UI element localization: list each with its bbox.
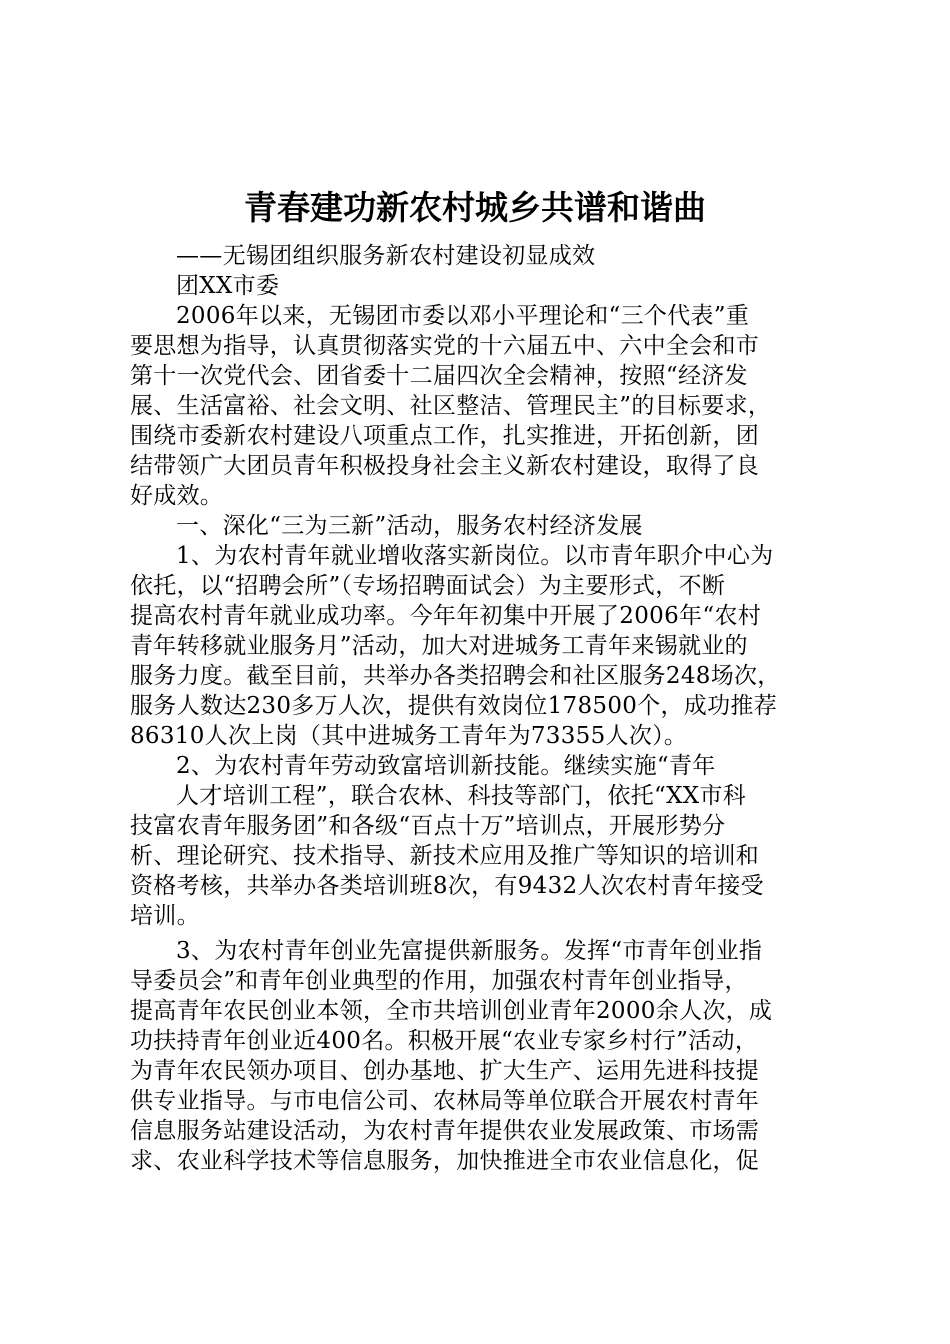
document-author: 团XX市委 <box>176 273 280 299</box>
paragraph-line: 资格考核，共举办各类培训班8次，有9432人次农村青年接受 <box>130 873 764 899</box>
paragraph-line: 1、为农村青年就业增收落实新岗位。以市青年职介中心为 <box>176 543 774 569</box>
paragraph-line: 3、为农村青年创业先富提供新服务。发挥“市青年创业指 <box>176 938 763 964</box>
document-subtitle: ——无锡团组织服务新农村建设初显成效 <box>176 243 596 269</box>
paragraph-line: 结带领广大团员青年积极投身社会主义新农村建设，取得了良 <box>130 453 760 479</box>
paragraph-line: 技富农青年服务团”和各级“百点十万”培训点，开展形势分 <box>130 813 726 839</box>
paragraph-line: 培训。 <box>130 903 200 929</box>
paragraph-line: 功扶持青年创业近400名。积极开展“农业专家乡村行”活动， <box>130 1028 759 1054</box>
document-title: 青春建功新农村城乡共谱和谐曲 <box>244 188 706 227</box>
paragraph-line: 提高农村青年就业成功率。今年年初集中开展了2006年“农村 <box>130 603 761 629</box>
paragraph-line: 展、生活富裕、社会文明、社区整洁、管理民主”的目标要求， <box>130 393 772 419</box>
paragraph-line: 为青年农民领办项目、创办基地、扩大生产、运用先进科技提 <box>130 1058 760 1084</box>
paragraph-line: 2006年以来，无锡团市委以邓小平理论和“三个代表”重 <box>176 303 750 329</box>
paragraph-line: 围绕市委新农村建设八项重点工作，扎实推进，开拓创新，团 <box>130 423 760 449</box>
paragraph-line: 依托，以“招聘会所”（专场招聘面试会）为主要形式，不断 <box>130 573 726 599</box>
paragraph-line: 信息服务站建设活动，为农村青年提供农业发展政策、市场需 <box>130 1118 760 1144</box>
section-heading: 一、深化“三为三新”活动，服务农村经济发展 <box>176 513 643 539</box>
paragraph-line: 求、农业科学技术等信息服务，加快推进全市农业信息化，促 <box>130 1148 760 1174</box>
paragraph-line: 第十一次党代会、团省委十二届四次全会精神，按照“经济发 <box>130 363 748 389</box>
paragraph-line: 服务力度。截至目前，共举办各类招聘会和社区服务248场次， <box>130 663 781 689</box>
paragraph-line: 要思想为指导，认真贯彻落实党的十六届五中、六中全会和市 <box>130 333 760 359</box>
paragraph-line: 86310人次上岗（其中进城务工青年为73355人次）。 <box>130 723 688 749</box>
paragraph-line: 提高青年农民创业本领，全市共培训创业青年2000余人次，成 <box>130 998 773 1024</box>
paragraph-line: 2、为农村青年劳动致富培训新技能。继续实施“青年 <box>176 753 716 779</box>
paragraph-line: 供专业指导。与市电信公司、农林局等单位联合开展农村青年 <box>130 1088 760 1114</box>
paragraph-line: 好成效。 <box>130 483 224 509</box>
paragraph-line: 青年转移就业服务月”活动，加大对进城务工青年来锡就业的 <box>130 633 748 659</box>
paragraph-line: 析、理论研究、技术指导、新技术应用及推广等知识的培训和 <box>130 843 760 869</box>
paragraph-line: 服务人数达230多万人次，提供有效岗位178500个，成功推荐 <box>130 693 777 719</box>
paragraph-line: 人才培训工程”，联合农林、科技等部门，依托“XX市科 <box>176 783 747 809</box>
paragraph-line: 导委员会”和青年创业典型的作用，加强农村青年创业指导， <box>130 968 748 994</box>
